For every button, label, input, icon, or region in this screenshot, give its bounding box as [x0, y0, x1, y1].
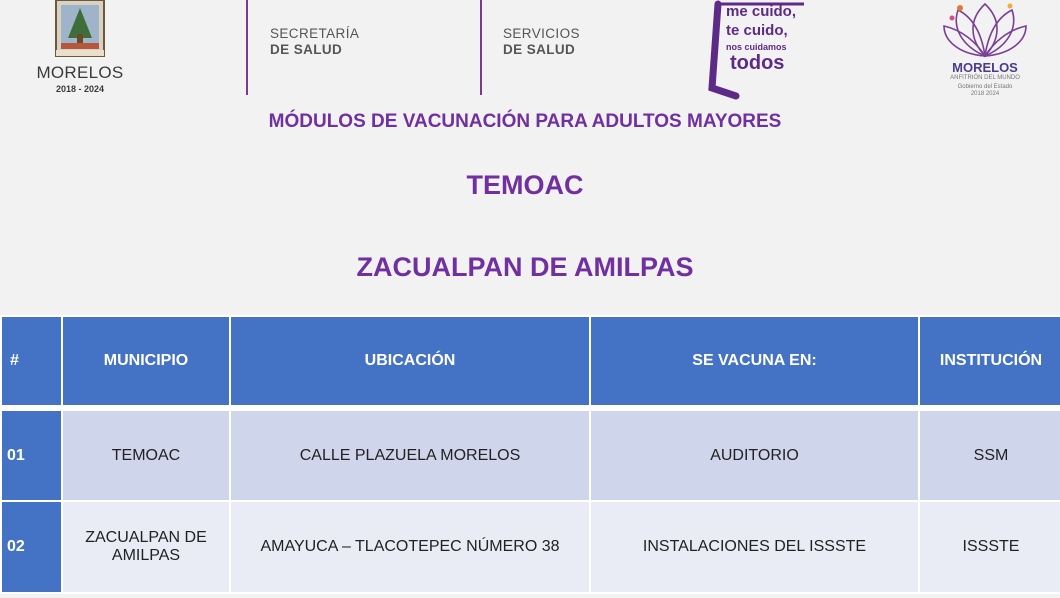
campaign-line3: nos cuidamos	[726, 42, 787, 52]
cell-ubicacion: AMAYUCA – TLACOTEPEC NÚMERO 38	[230, 501, 590, 593]
gobierno-logo-line3: Gobierno del Estado	[957, 84, 1013, 90]
column-header-se-vacuna-en: SE VACUNA EN:	[590, 316, 919, 406]
cell-ubicacion: CALLE PLAZUELA MORELOS	[230, 410, 590, 501]
state-shield-icon	[52, 0, 108, 60]
servicios-salud-logo	[503, 26, 580, 58]
row-number: 02	[1, 501, 62, 593]
campaign-line1: me cuido,	[726, 3, 797, 20]
cell-municipio: ZACUALPAN DE AMILPAS	[62, 501, 230, 593]
vaccination-table	[0, 315, 1060, 594]
header-logos	[0, 0, 1060, 105]
table-row	[1, 410, 1060, 501]
cell-municipio: TEMOAC	[62, 410, 230, 501]
gobierno-logo-text: MORELOS	[952, 60, 1018, 75]
municipio-title-2: ZACUALPAN DE AMILPAS	[356, 252, 694, 282]
column-header-number: #	[1, 316, 62, 406]
campaign-line4: todos	[730, 52, 785, 74]
morelos-logo-years: 2018 - 2024	[55, 84, 105, 94]
main-title: MÓDULOS DE VACUNACIÓN PARA ADULTOS MAYORES	[268, 111, 782, 132]
secretaria-line1: SECRETARÍA	[270, 26, 360, 41]
divider	[246, 0, 248, 95]
divider	[480, 0, 482, 95]
gobierno-logo-line4: 2018 2024	[970, 91, 1000, 97]
cell-se-vacuna-en: AUDITORIO	[590, 410, 919, 501]
lotus-icon	[940, 0, 1030, 60]
column-header-municipio: MUNICIPIO	[62, 316, 230, 406]
cell-se-vacuna-en: INSTALACIONES DEL ISSSTE	[590, 501, 919, 593]
column-header-ubicacion: UBICACIÓN	[230, 316, 590, 406]
campaign-line2: te cuido,	[726, 22, 788, 39]
gobierno-morelos-logo	[940, 0, 1030, 100]
gobierno-logo-line2: ANFITRIÓN DEL MUNDO	[950, 75, 1020, 81]
table-header-row	[1, 316, 1060, 406]
cell-institucion: SSM	[919, 410, 1060, 501]
row-number: 01	[1, 410, 62, 501]
table-row	[1, 501, 1060, 593]
column-header-institucion: INSTITUCIÓN	[919, 316, 1060, 406]
servicios-line2: DE SALUD	[503, 42, 576, 57]
secretaria-salud-logo	[270, 26, 359, 58]
municipio-title-1: TEMOAC	[466, 170, 584, 200]
campaign-logo	[708, 0, 810, 100]
morelos-logo	[28, 0, 132, 100]
morelos-logo-text: MORELOS	[36, 63, 124, 82]
servicios-line1: SERVICIOS	[503, 26, 580, 41]
cell-institucion: ISSSTE	[919, 501, 1060, 593]
secretaria-line2: DE SALUD	[270, 42, 343, 57]
